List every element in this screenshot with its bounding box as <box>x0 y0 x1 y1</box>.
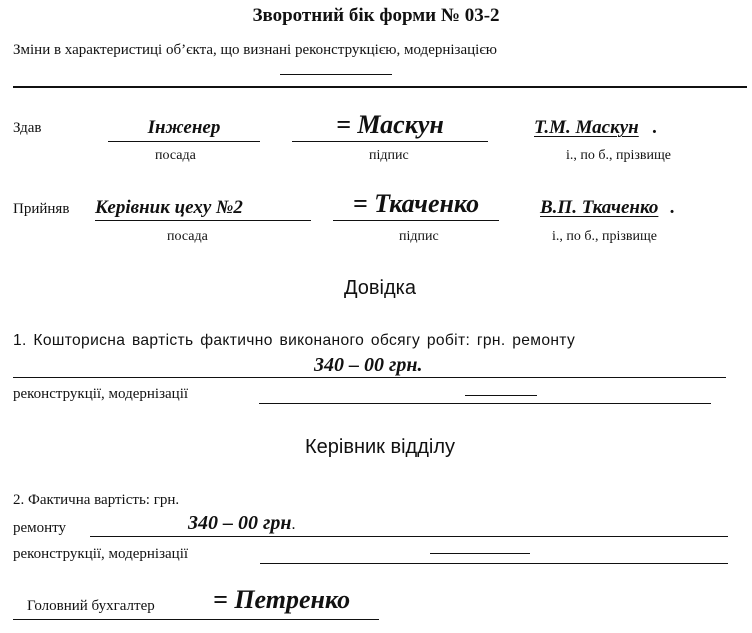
item1-short-line <box>465 395 537 396</box>
handed-over-signature-line <box>292 141 488 142</box>
accepted-caption-name: і., по б., прізвище <box>552 229 658 244</box>
handed-over-name: Т.М. Маскун . <box>534 117 658 138</box>
changes-short-line <box>280 74 392 75</box>
handed-over-position-line <box>108 141 260 142</box>
handed-over-caption-name: і., по б., прізвище <box>566 148 672 163</box>
accepted-label: Прийняв <box>13 201 70 217</box>
chief-accountant-label: Головний бухгалтер <box>27 598 155 614</box>
accepted-signature: = Ткаченко <box>352 189 480 218</box>
item1-reconstruction-line <box>259 403 711 404</box>
item1-label: 1. Кошторисна вартість фактично виконаного обсягу робіт: грн. ремонту <box>13 332 576 349</box>
accepted-name: В.П. Ткаченко . <box>540 197 676 218</box>
accepted-caption-signature: підпис <box>399 229 439 244</box>
department-head-label: Керівник відділу <box>304 436 455 458</box>
accepted-caption-position: посада <box>167 229 208 244</box>
form-title: Зворотний бік форми № 03-2 <box>252 5 500 26</box>
handed-over-label: Здав <box>13 120 42 136</box>
handed-over-caption-signature: підпис <box>369 148 409 163</box>
accepted-position: Керівник цеху №2 <box>95 197 243 218</box>
item2-short-line <box>430 553 530 554</box>
item2-reconstruction-label: реконструкції, модернізації <box>13 546 189 562</box>
chief-accountant-line <box>13 619 379 620</box>
item2-label: 2. Фактична вартість: грн. <box>13 492 180 508</box>
item1-value-line <box>13 377 726 378</box>
reference-heading: Довідка <box>344 277 416 299</box>
item2-repair-label: ремонту <box>13 520 67 536</box>
changes-label: Зміни в характеристиці об’єкта, що визнані реконструкцією, модернізацією <box>13 42 497 58</box>
item2-repair-line <box>90 536 728 537</box>
item1-value: 340 – 00 грн. <box>314 354 423 376</box>
changes-full-line <box>13 86 747 88</box>
handed-over-caption-position: посада <box>155 148 196 163</box>
item2-value: 340 – 00 грн. <box>188 512 296 534</box>
handed-over-position: Інженер <box>147 117 221 138</box>
chief-accountant-signature: = Петренко <box>213 585 351 614</box>
item2-reconstruction-line <box>260 563 728 564</box>
handed-over-signature: = Маскун <box>336 110 444 139</box>
item1-reconstruction-label: реконструкції, модернізації <box>13 386 189 402</box>
accepted-position-line <box>95 220 311 221</box>
accepted-signature-line <box>333 220 499 221</box>
